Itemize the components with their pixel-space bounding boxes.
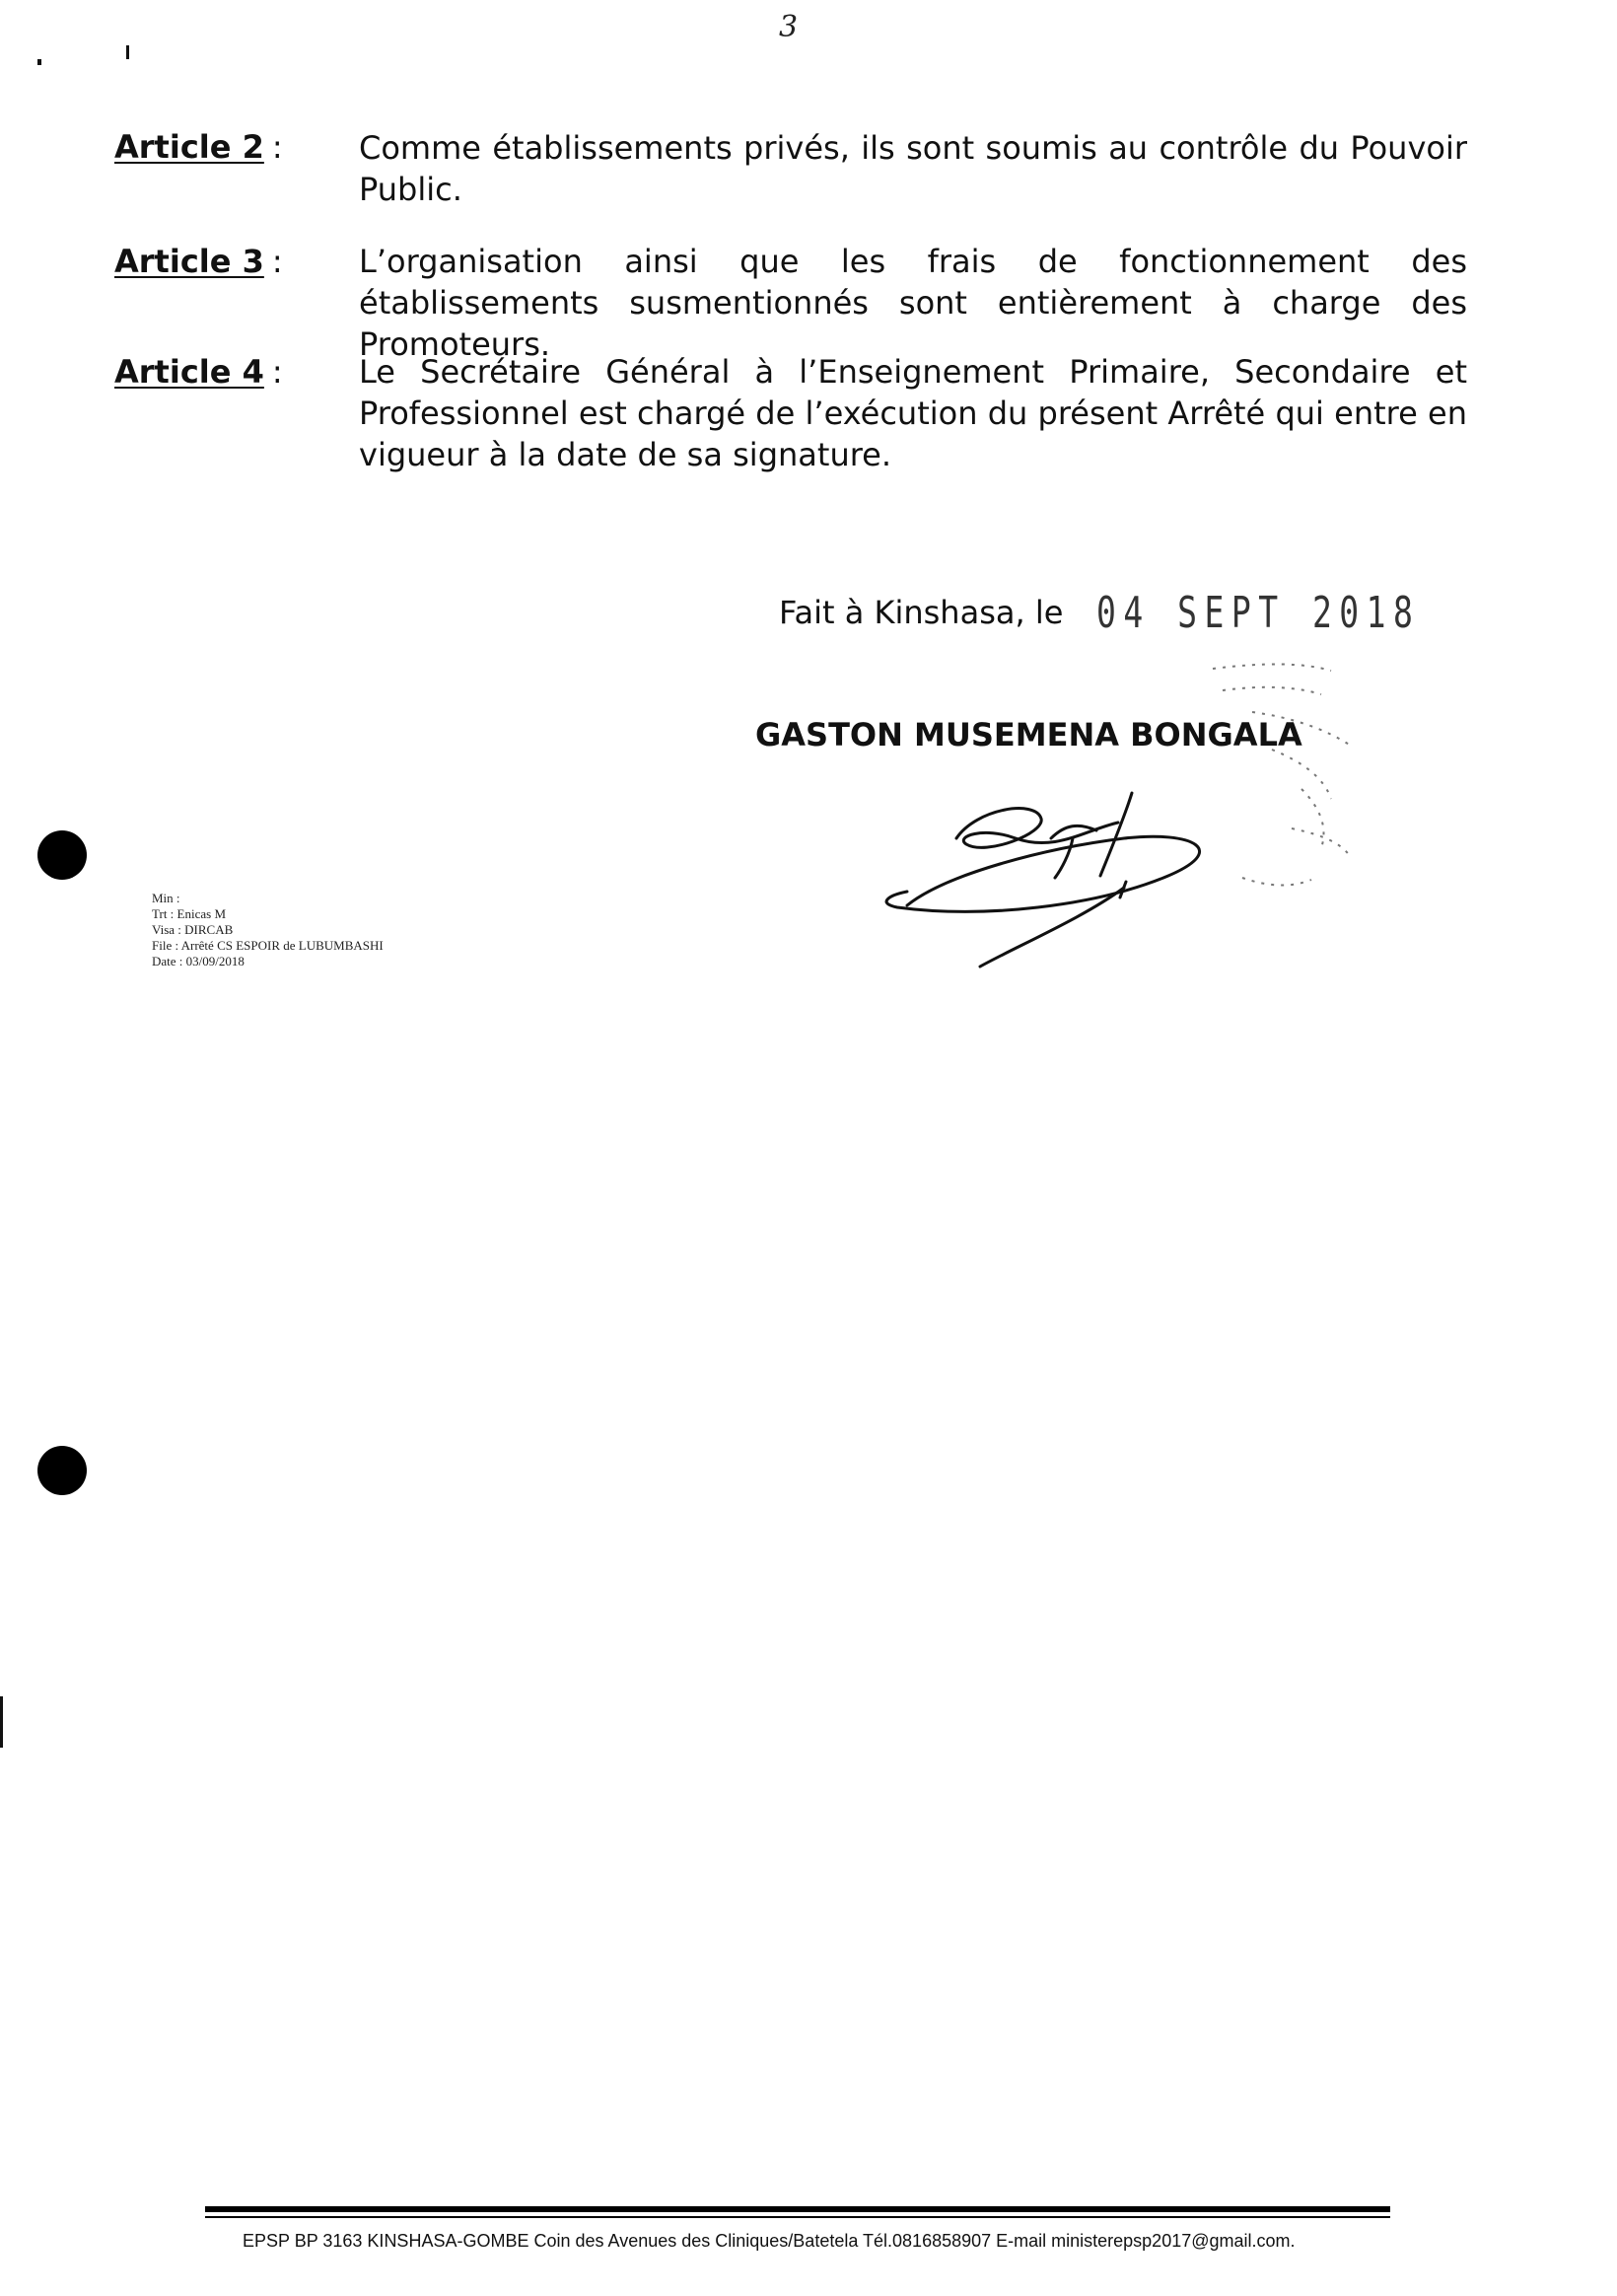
scan-mark-tick bbox=[126, 45, 129, 59]
article-2-label bbox=[114, 128, 283, 166]
date-stamp: 04 SEPT 2018 bbox=[1096, 588, 1421, 638]
meta-date: Date : 03/09/2018 bbox=[152, 954, 245, 969]
signatory-name: GASTON MUSEMENA BONGALA bbox=[755, 716, 1302, 753]
punch-hole-top bbox=[37, 830, 87, 880]
article-2-text: Comme établissements privés, ils sont soumis au contrôle du Pouvoir Public. bbox=[359, 129, 1467, 208]
meta-file: File : Arrêté CS ESPOIR de LUBUMBASHI bbox=[152, 938, 384, 953]
article-3-text: L’organisation ainsi que les frais de fonctionnement des établissements susmentionnés sont entièrement à charge des Promoteurs. bbox=[359, 243, 1467, 363]
article-label-text: Article 4 bbox=[114, 353, 264, 391]
article-colon: : bbox=[271, 128, 283, 166]
article-3-label bbox=[114, 243, 283, 280]
meta-visa: Visa : DIRCAB bbox=[152, 922, 234, 937]
article-4-text: Le Secrétaire Général à l’Enseignement Primaire, Secondaire et Professionnel est chargé de l’exécution du présent Arrêté qui entre en vigueur à la date de sa signature. bbox=[359, 353, 1467, 473]
page-number: 3 bbox=[779, 10, 799, 44]
scan-mark-dot bbox=[37, 59, 41, 65]
article-colon: : bbox=[271, 353, 283, 391]
file-reference-block bbox=[152, 891, 384, 969]
footer-rule-thin bbox=[205, 2216, 1390, 2218]
footer-contact: EPSP BP 3163 KINSHASA-GOMBE Coin des Avenues des Cliniques/Batetela Tél.0816858907 E-mail ministerepsp2017@gmail.com. bbox=[243, 2231, 1296, 2251]
article-label-text: Article 3 bbox=[114, 243, 264, 280]
meta-min: Min : bbox=[152, 891, 180, 905]
article-colon: : bbox=[271, 243, 283, 280]
article-4-label bbox=[114, 353, 283, 391]
handwritten-signature bbox=[868, 779, 1242, 976]
meta-trt: Trt : Enicas M bbox=[152, 906, 226, 921]
footer-rule bbox=[205, 2206, 1390, 2212]
scan-edge-bar bbox=[0, 1696, 3, 1748]
place-date-text: Fait à Kinshasa, le bbox=[779, 594, 1064, 631]
article-label-text: Article 2 bbox=[114, 128, 264, 166]
punch-hole-bottom bbox=[37, 1446, 87, 1495]
